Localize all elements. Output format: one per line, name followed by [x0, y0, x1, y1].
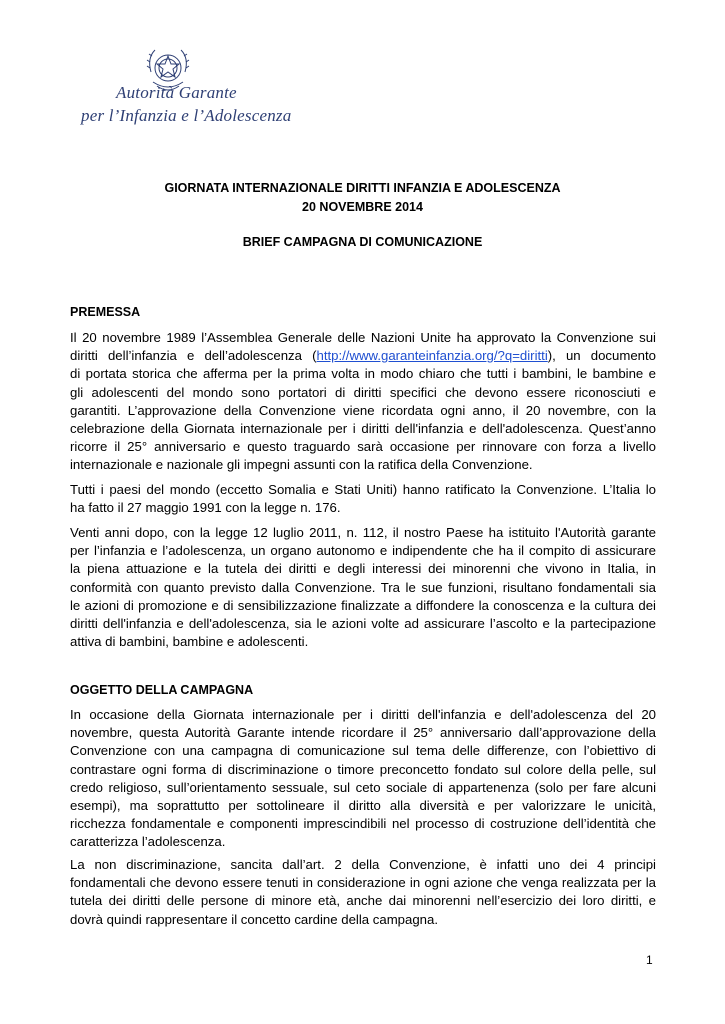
- text-line: tutela dei diritti delle persone di minore età, anche dai minorenni nell’esercizio dei loro diritti, e: [70, 893, 656, 909]
- premessa-paragraph-1: [70, 329, 656, 475]
- text-line: credo religioso, sull’orientamento sessuale, sul ceto sociale di appartenenza (solo per fare alcuni: [70, 779, 656, 795]
- document-title-line1: GIORNATA INTERNAZIONALE DIRITTI INFANZIA E ADOLESCENZA: [164, 181, 561, 195]
- text-line: Convenzione con una campagna di comunicazione sul tema delle differenze, con l’obiettivo di: [70, 743, 656, 759]
- text-line: gli adolescenti del mondo sono portatori di diritti specifici che devono essere riconosciuti e: [70, 384, 656, 400]
- text-line: In occasione della Giornata internazionale per i diritti dell'infanzia e dell'adolescenza del 20: [70, 707, 656, 722]
- document-title-line2: 20 NOVEMBRE 2014: [302, 200, 423, 214]
- text-line: Venti anni dopo, con la legge 12 luglio 2011, n. 112, il nostro Paese ha istituito l'Autorità garante: [70, 525, 656, 540]
- text-line: le azioni di promozione e di sensibilizzazione finalizzate a diffondere la conoscenza e la cultura dei: [70, 597, 656, 613]
- garanteinfanzia-link[interactable]: http://www.garanteinfanzia.org/?q=diritti: [316, 348, 548, 364]
- premessa-paragraph-2: [70, 481, 656, 517]
- text-line: diritti dell'infanzia e dell'adolescenza, sia le azioni volte ad assicurare l’ascolto e la partecipazione: [70, 615, 656, 631]
- text-line: attiva di bambini, bambine e adolescenti.: [70, 634, 309, 650]
- text-line: internazionale e nazionale gli impegni assunti con la ratifica della Convenzione.: [70, 457, 533, 473]
- text-line: ricorre il 25° anniversario e questo traguardo sarà occasione per rinnovare con forza a livello: [70, 439, 656, 455]
- text-line: la piena attuazione e la tutela dei diritti e degli interessi dei minorenni che vivono in Italia, in: [70, 561, 656, 577]
- text-segment: ), un documento: [547, 348, 656, 364]
- text-line: contrastare ogni forma di discriminazione o timore preconcetto fondato sul colore della pelle, sul: [70, 761, 656, 777]
- text-line: Tutti i paesi del mondo (eccetto Somalia e Stati Uniti) hanno ratificato la Convenzione. L’Italia lo: [70, 482, 656, 497]
- text-line: ha fatto il 27 maggio 1991 con la legge n. 176.: [70, 500, 341, 516]
- text-line: garantiti. L’approvazione della Convenzione viene ricordata ogni anno, il 20 novembre, con la: [70, 402, 656, 418]
- text-line: per l’infanzia e l’adolescenza, un organo autonomo e indipendente che ha il compito di assicurare: [70, 543, 656, 559]
- premessa-paragraph-3: [70, 524, 656, 651]
- document-subtitle: BRIEF CAMPAGNA DI COMUNICAZIONE: [242, 235, 483, 249]
- oggetto-paragraph-1: [70, 706, 656, 852]
- logo-text-line2: per l’Infanzia e l’Adolescenza: [81, 106, 292, 125]
- text-line: dovrà quindi rappresentare il concetto cardine della campagna.: [70, 911, 439, 927]
- logo-text-line1: Autorità Garante: [116, 83, 237, 102]
- page-number: 1: [646, 953, 653, 967]
- oggetto-paragraph-2: [70, 856, 656, 929]
- text-line: [70, 347, 656, 365]
- text-line: novembre, questa Autorità Garante intende ricordare il 25° anniversario dall’approvazione della: [70, 725, 656, 741]
- text-line: celebrazione della Giornata internazionale per i diritti dell'infanzia e dell'adolescenza. Quest’anno: [70, 420, 656, 436]
- section-heading-oggetto: OGGETTO DELLA CAMPAGNA: [70, 683, 254, 697]
- text-segment: diritti dell’infanzia e dell’adolescenza (: [70, 348, 317, 364]
- text-line: Il 20 novembre 1989 l’Assemblea Generale delle Nazioni Unite ha approvato la Convenzione sui: [70, 330, 656, 345]
- text-line: caratterizza l’adolescenza.: [70, 834, 226, 850]
- text-line: ricchezza fondamentale e componenti imprescindibili nel processo di costruzione dell’identità che: [70, 816, 656, 832]
- text-line: esempi), ma soprattutto per sottolineare il diritto alla diversità e per valorizzare le unicità,: [70, 797, 656, 813]
- section-heading-premessa: PREMESSA: [70, 305, 141, 319]
- text-line: La non discriminazione, sancita dall’art. 2 della Convenzione, è infatti uno dei 4 principi: [70, 857, 656, 872]
- text-line: fondamentali che devono essere tenuti in considerazione in ogni azione che venga realizzata per la: [70, 875, 656, 891]
- text-line: conformità con quanto previsto dalla Convenzione. Tra le sue funzioni, risultano fondamentali sia: [70, 579, 656, 595]
- text-line: di portata storica che afferma per la prima volta in modo chiaro che tutti i bambini, le bambine e: [70, 366, 656, 382]
